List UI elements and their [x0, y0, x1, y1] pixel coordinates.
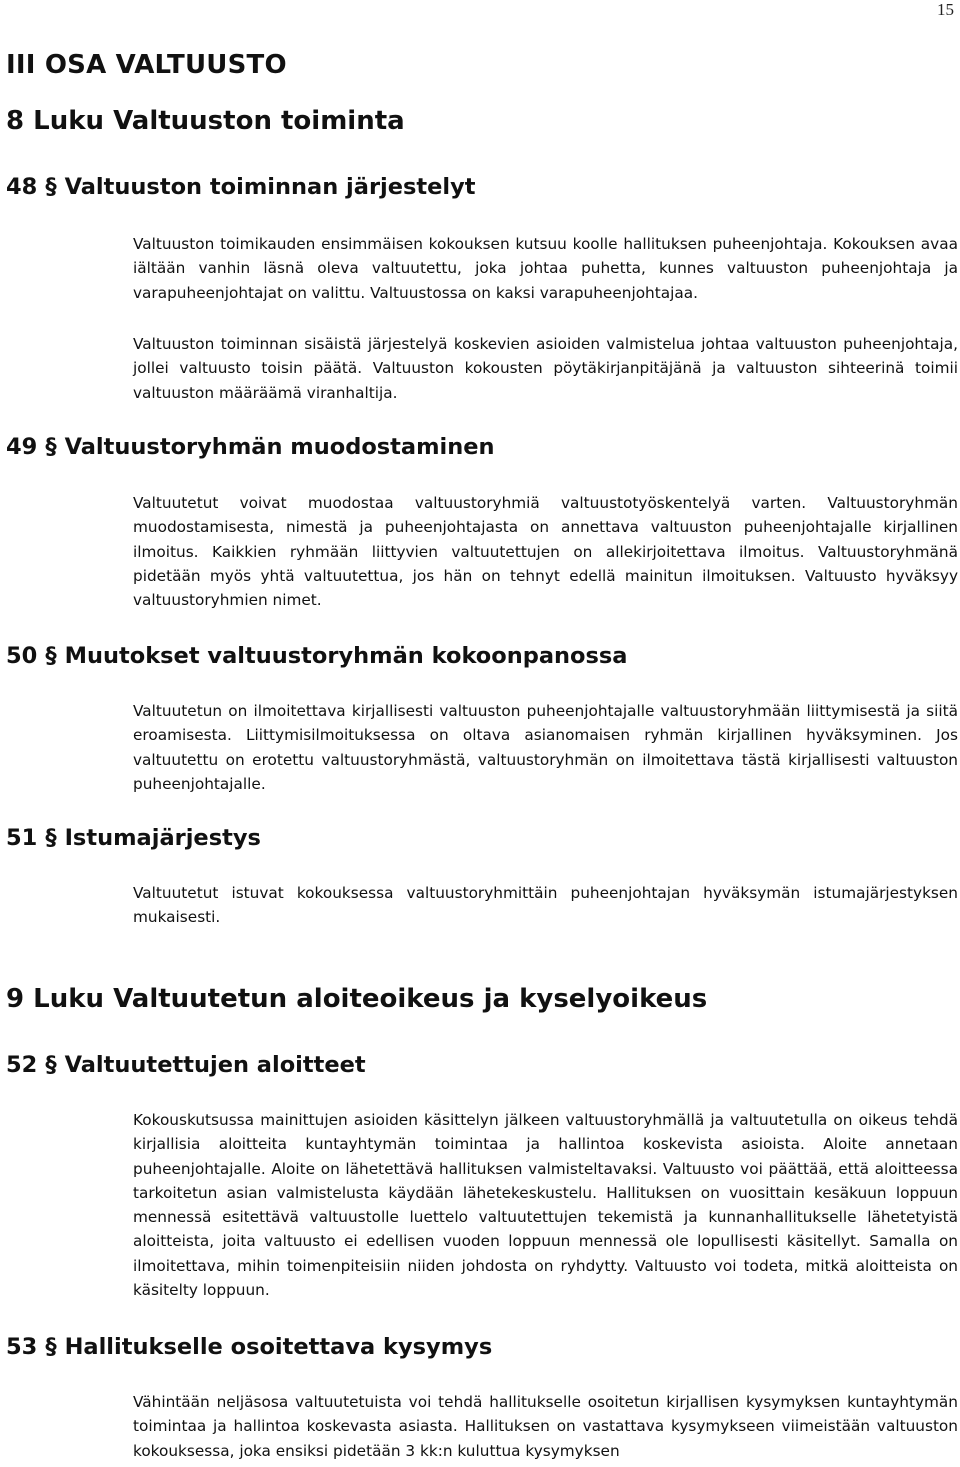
section-heading — [6, 1052, 366, 1078]
section-number: 50 — [6, 643, 38, 669]
section-heading — [6, 825, 261, 851]
section-title: Hallitukselle osoitettava kysymys — [64, 1334, 493, 1360]
chapter-title: 8 Luku Valtuuston toiminta — [6, 106, 405, 136]
section-title: Valtuustoryhmän muodostaminen — [64, 434, 495, 460]
section-number: 52 — [6, 1052, 38, 1078]
paragraph: Valtuuston toimikauden ensimmäisen kokouksen kutsuu koolle hallituksen puheenjohtaja. Kokouksen avaa iältään vanhin läsnä oleva valtuutettu, joka johtaa puhetta, kunnes valtuuston puheenjohtaja ja varapuheenjohtajat on valittu. Valtuustossa on kaksi varapuheenjohtajaa. — [133, 235, 958, 302]
section-symbol: § — [45, 825, 57, 851]
paragraph: Valtuutetut istuvat kokouksessa valtuustoryhmittäin puheenjohtajan hyväksymän istumajärjestyksen mukaisesti. — [133, 884, 958, 927]
section-number: 53 — [6, 1334, 38, 1360]
section-symbol: § — [45, 434, 57, 460]
section-symbol: § — [45, 643, 57, 669]
section-heading — [6, 434, 495, 460]
section-title: Muutokset valtuustoryhmän kokoonpanossa — [64, 643, 628, 669]
page-number: 15 — [937, 0, 954, 19]
section-number: 48 — [6, 174, 38, 200]
paragraph: Kokouskutsussa mainittujen asioiden käsittelyn jälkeen valtuustoryhmällä ja valtuutetulla on oikeus tehdä kirjallisia aloitteita kuntayhtymän toimintaa ja hallintoa koskevista asioista. Aloite annetaan puheenjohtajalle. Aloite on lähetettävä hallituksen valmisteltavaksi. Valtuusto voi päättää, että aloitteessa tarkoitetun asian valmistelusta käydään lähetekeskustelu. Hallituksen on vuosittain kesäkuun loppuun mennessä esitettävä valtuustolle luettelo valtuutettujen tekemistä ja kunnanhallitukselle lähetetyistä aloitteista, joita valtuusto ei edellisen vuoden loppuun mennessä ole lopullisesti käsitellyt. Samalla on ilmoitettava, mihin toimenpiteisiin niiden johdosta on ryhdytty. Valtuusto voi todeta, mitkä aloitteista on käsitelty loppuun. — [133, 1111, 958, 1300]
chapter-title: 9 Luku Valtuutetun aloiteoikeus ja kyselyoikeus — [6, 984, 708, 1014]
part-title: III OSA VALTUUSTO — [6, 50, 287, 80]
section-title: Istumajärjestys — [64, 825, 261, 851]
paragraph: Valtuutetun on ilmoitettava kirjallisesti valtuuston puheenjohtajalle valtuustoryhmään liittymisestä ja siitä eroamisesta. Liittymisilmoituksessa on oltava asianomaisen ryhmän kirjallinen hyväksyminen. Jos valtuutettu on erotettu valtuustoryhmästä, valtuustoryhmän on ilmoitettava tästä kirjallisesti valtuuston puheenjohtajalle. — [133, 702, 958, 793]
section-heading — [6, 174, 476, 200]
section-symbol: § — [45, 1052, 57, 1078]
paragraph: Valtuuston toiminnan sisäistä järjestelyä koskevien asioiden valmistelua johtaa valtuuston puheenjohtaja, jollei valtuusto toisin päätä. Valtuuston kokousten pöytäkirjanpitäjänä ja valtuuston sihteerinä toimii valtuuston määräämä viranhaltija. — [133, 335, 958, 402]
section-symbol: § — [45, 1334, 57, 1360]
section-title: Valtuutettujen aloitteet — [64, 1052, 366, 1078]
paragraph: Valtuutetut voivat muodostaa valtuustoryhmiä valtuustotyöskentelyä varten. Valtuustoryhmän muodostamisesta, nimestä ja puheenjohtajasta on annettava valtuuston puheenjohtajalle kirjallinen ilmoitus. Kaikkien ryhmään liittyvien valtuutettujen on allekirjoitettava ilmoitus. Valtuustoryhmänä pidetään myös yhtä valtuutettua, jos hän on tehnyt edellä mainitun ilmoituksen. Valtuusto hyväksyy valtuustoryhmien nimet. — [133, 494, 958, 610]
section-number: 49 — [6, 434, 38, 460]
section-title: Valtuuston toiminnan järjestelyt — [64, 174, 476, 200]
section-symbol: § — [45, 174, 57, 200]
section-heading — [6, 643, 627, 669]
section-heading — [6, 1334, 492, 1360]
paragraph: Vähintään neljäsosa valtuutetuista voi tehdä hallitukselle osoitetun kirjallisen kysymyksen kuntayhtymän toimintaa ja hallintoa koskevasta asiasta. Hallituksen on vastattava kysymykseen viimeistään valtuuston kokouksessa, joka ensiksi pidetään 3 kk:n kuluttua kysymyksen — [133, 1393, 958, 1460]
section-number: 51 — [6, 825, 38, 851]
